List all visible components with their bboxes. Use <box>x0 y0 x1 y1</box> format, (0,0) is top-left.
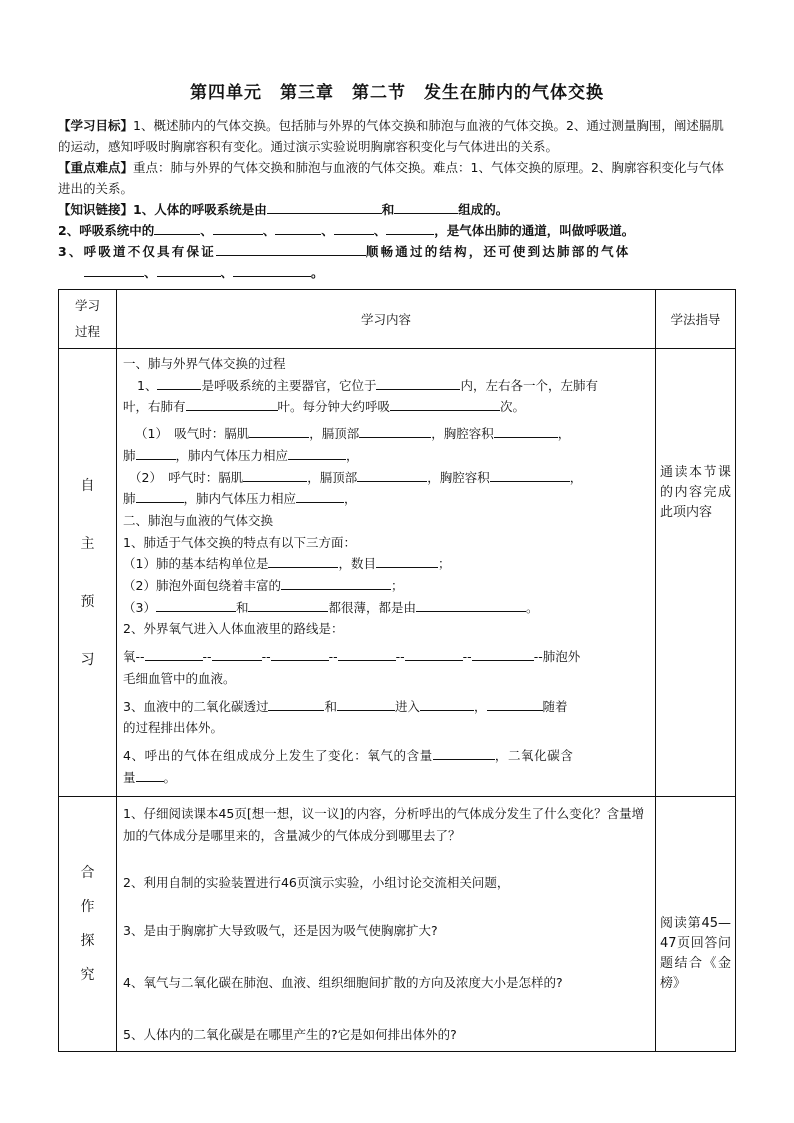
text: ， <box>346 447 359 463</box>
blank[interactable] <box>281 575 391 590</box>
link-1-text-b: 和 <box>381 202 395 217</box>
blank[interactable] <box>376 553 438 568</box>
guide-text: 通读本节课的内容完成此项内容 <box>660 464 731 520</box>
header-process <box>59 290 117 349</box>
text: ，肺内气体压力相应 <box>183 491 297 507</box>
stage-char: 合 <box>80 865 95 882</box>
blank[interactable] <box>338 646 396 661</box>
text: 4、呼出的气体在组成成分上发生了变化：氧气的含量 <box>123 747 433 763</box>
blank[interactable] <box>288 445 346 460</box>
blank[interactable] <box>390 396 500 411</box>
header-process-line2: 过程 <box>74 324 100 339</box>
guide-text: 阅读第45—47页回答问题结合《金榜》 <box>660 916 731 992</box>
text: ，膈顶部 <box>307 469 358 485</box>
lung-line-2 <box>123 396 649 418</box>
text: ，膈顶部 <box>309 426 360 442</box>
blank[interactable] <box>268 553 338 568</box>
link-2-sep: 、 <box>262 223 276 238</box>
text: 是呼吸系统的主要器官，它位于 <box>201 377 377 393</box>
stage-cooperative <box>59 797 117 1052</box>
feature-intro: 1、肺适于气体交换的特点有以下三方面： <box>123 534 356 550</box>
blank[interactable] <box>394 199 458 214</box>
guide-cooperative <box>656 797 736 1052</box>
stage-self-study <box>59 349 117 797</box>
text: ， <box>344 491 357 507</box>
blank[interactable] <box>420 696 474 711</box>
arrow: -- <box>462 649 472 665</box>
stage-char: 预 <box>80 593 95 610</box>
text: （1）肺的基本结构单位是 <box>123 556 269 572</box>
blank[interactable] <box>487 696 543 711</box>
knowledge-link-1 <box>58 199 736 220</box>
blank[interactable] <box>216 241 366 256</box>
text: 氧-- <box>123 649 145 665</box>
link-2-sep: 、 <box>373 223 387 238</box>
text: （3） <box>123 599 156 615</box>
blank[interactable] <box>233 262 311 277</box>
blank[interactable] <box>154 220 200 235</box>
inhale-line-2 <box>123 445 649 467</box>
text: 。 <box>163 769 177 785</box>
blank[interactable] <box>157 375 201 390</box>
lung-line-1 <box>123 375 649 397</box>
blank[interactable] <box>136 767 164 782</box>
text: 肺 <box>123 447 136 463</box>
blank[interactable] <box>267 199 382 214</box>
link-tag: 【知识链接】 <box>58 202 134 217</box>
link-3-end: 。 <box>311 265 324 280</box>
question-4: 4、氧气与二氧化碳在肺泡、血液、组织细胞间扩散的方向及浓度大小是怎样的? <box>123 974 563 990</box>
self-study-content <box>117 349 656 797</box>
question-1: 1、仔细阅读课本45页[想一想，议一议]的内容，分析呼出的气体成分发生了什么变化？含量增加的气体成分是哪里来的，含量减少的气体成分到哪里去了？ <box>123 806 645 843</box>
text: ， <box>557 426 571 442</box>
co2-line-1 <box>123 696 649 718</box>
blank[interactable] <box>494 423 558 438</box>
link-2-sep: 、 <box>321 223 334 238</box>
blank[interactable] <box>359 423 431 438</box>
blank[interactable] <box>490 467 570 482</box>
text: ，胸腔容积 <box>427 469 490 485</box>
stage-char: 习 <box>80 651 95 668</box>
link-3-sep: 、 <box>144 265 157 280</box>
blank[interactable] <box>136 488 184 503</box>
blank[interactable] <box>136 445 176 460</box>
section-heading: 一、肺与外界气体交换的过程 <box>123 356 286 371</box>
stage-char: 探 <box>80 933 95 950</box>
arrow: -- <box>261 649 271 665</box>
text: （1） 吸气时：膈肌 <box>135 426 250 442</box>
text: 肺 <box>123 491 136 507</box>
link-2-text-a: 2、呼吸系统中的 <box>58 223 155 238</box>
text: 和 <box>235 599 249 615</box>
text: 内，左右各一个，左肺有 <box>460 377 598 393</box>
page-title: 第四单元 第三章 第二节 发生在肺内的气体交换 <box>190 83 604 103</box>
header-guide: 学法指导 <box>656 290 736 349</box>
stage-char: 作 <box>80 899 95 916</box>
blank[interactable] <box>337 696 395 711</box>
blank[interactable] <box>296 488 344 503</box>
feature-1 <box>123 553 649 575</box>
exhale-line-1 <box>123 467 649 489</box>
header-content: 学习内容 <box>117 290 656 349</box>
text: 。 <box>525 599 539 615</box>
blank[interactable] <box>157 262 221 277</box>
question-3: 3、是由于胸廓扩大导致吸气，还是因为吸气使胸廓扩大? <box>123 923 438 939</box>
blank[interactable] <box>213 220 263 235</box>
intro-section <box>58 115 736 283</box>
text: ，肺内气体压力相应 <box>175 447 289 463</box>
blank[interactable] <box>268 696 324 711</box>
study-table <box>58 289 736 1052</box>
link-2-text-c: ，是气体出肺的通道，叫做呼吸道。 <box>434 223 635 238</box>
blank[interactable] <box>212 646 262 661</box>
blank[interactable] <box>249 423 309 438</box>
text: 3、血液中的二氧化碳透过 <box>123 698 269 714</box>
text: ， <box>569 469 583 485</box>
text: ，数目 <box>338 556 376 572</box>
text: 1、 <box>137 377 158 393</box>
text: ； <box>437 556 451 572</box>
text: （2） 呼气时：膈肌 <box>129 469 244 485</box>
section-heading: 二、肺泡与血液的气体交换 <box>123 512 274 528</box>
oxygen-route-end: 毛细血管中的血液。 <box>123 670 236 686</box>
link-3-text-a: 3、呼吸道不仅具有保证 <box>58 244 216 259</box>
goal-tag: 【学习目标】 <box>58 118 134 133</box>
inhale-line-1 <box>123 423 649 445</box>
feature-2 <box>123 575 649 597</box>
header-process-line1: 学习 <box>74 298 100 313</box>
blank[interactable] <box>186 396 278 411</box>
link-3-sep: 、 <box>220 265 234 280</box>
blank[interactable] <box>145 646 203 661</box>
text: 都很薄，都是由 <box>328 599 416 615</box>
text: 次。 <box>500 399 526 415</box>
cooperative-content <box>117 797 656 1052</box>
text: ， <box>474 698 487 714</box>
text: 量 <box>123 769 136 785</box>
goal-text: 1、概述肺内的气体交换。包括肺与外界的气体交换和肺泡与血液的气体交换。2、通过测量胸围，阐述膈肌的运动，感知呼吸时胸廓容积有变化。通过演示实验说明胸廓容积变化与气体进出的关系。 <box>58 118 724 154</box>
knowledge-link-3-cont <box>58 262 736 283</box>
blank[interactable] <box>334 220 374 235</box>
blank[interactable] <box>472 646 534 661</box>
stage-char: 主 <box>80 535 95 552</box>
text: （2）肺泡外面包绕着丰富的 <box>123 578 281 594</box>
oxygen-route-intro: 2、外界氧气进入人体血液里的路线是： <box>123 621 344 637</box>
key-text: 重点：肺与外界的气体交换和肺泡与血液的气体交换。难点：1、气体交换的原理。2、胸廓容积变化与气体进出的关系。 <box>58 160 724 196</box>
question-2: 2、利用自制的实验装置进行46页演示实验，小组讨论交流相关问题， <box>123 875 510 891</box>
worksheet-page <box>58 78 736 1052</box>
link-1-text-c: 组成的。 <box>458 202 509 217</box>
link-1-text-a: 1、人体的呼吸系统是由 <box>133 202 267 217</box>
arrow: -- <box>202 649 212 665</box>
oxygen-route-line <box>123 646 649 668</box>
table-row-cooperative <box>59 797 736 1052</box>
co2-line-2: 的过程排出体外。 <box>123 720 224 736</box>
blank[interactable] <box>376 375 460 390</box>
exhale-line-2 <box>123 488 649 510</box>
knowledge-link-3 <box>58 241 736 262</box>
blank[interactable] <box>433 745 495 760</box>
exhaled-gas-line-2 <box>123 767 649 789</box>
knowledge-link-2 <box>58 220 736 241</box>
key-points <box>58 157 736 199</box>
blank[interactable] <box>156 597 236 612</box>
text: ，二氧化碳含 <box>494 747 574 763</box>
exhaled-gas-line-1 <box>123 745 649 767</box>
learning-goal <box>58 115 736 157</box>
text: 叶。每分钟大约呼吸 <box>277 399 391 415</box>
blank[interactable] <box>271 646 329 661</box>
link-2-sep: 、 <box>200 223 213 238</box>
question-5: 5、人体内的二氧化碳是在哪里产生的?它是如何排出体外的? <box>123 1026 457 1042</box>
blank[interactable] <box>416 597 526 612</box>
stage-char: 究 <box>80 967 95 984</box>
blank[interactable] <box>248 597 328 612</box>
feature-3 <box>123 597 649 619</box>
blank[interactable] <box>386 220 434 235</box>
link-3-text-b: 顺畅通过的结构，还可使到达肺部的气体 <box>365 244 631 259</box>
arrow: -- <box>395 649 405 665</box>
blank[interactable] <box>357 467 427 482</box>
table-header-row <box>59 290 736 349</box>
table-row-self-study <box>59 349 736 797</box>
text: --肺泡外 <box>533 649 581 665</box>
blank[interactable] <box>84 262 144 277</box>
blank[interactable] <box>405 646 463 661</box>
text: ； <box>390 578 404 594</box>
arrow: -- <box>328 649 338 665</box>
text: 随着 <box>542 698 568 714</box>
text: 和 <box>324 698 337 714</box>
key-tag: 【重点难点】 <box>58 160 134 175</box>
blank[interactable] <box>275 220 321 235</box>
text: 叶，右肺有 <box>123 399 186 415</box>
stage-char: 自 <box>80 477 95 494</box>
text: 进入 <box>394 698 420 714</box>
text: ，胸腔容积 <box>431 426 494 442</box>
blank[interactable] <box>243 467 307 482</box>
guide-self-study <box>656 349 736 797</box>
